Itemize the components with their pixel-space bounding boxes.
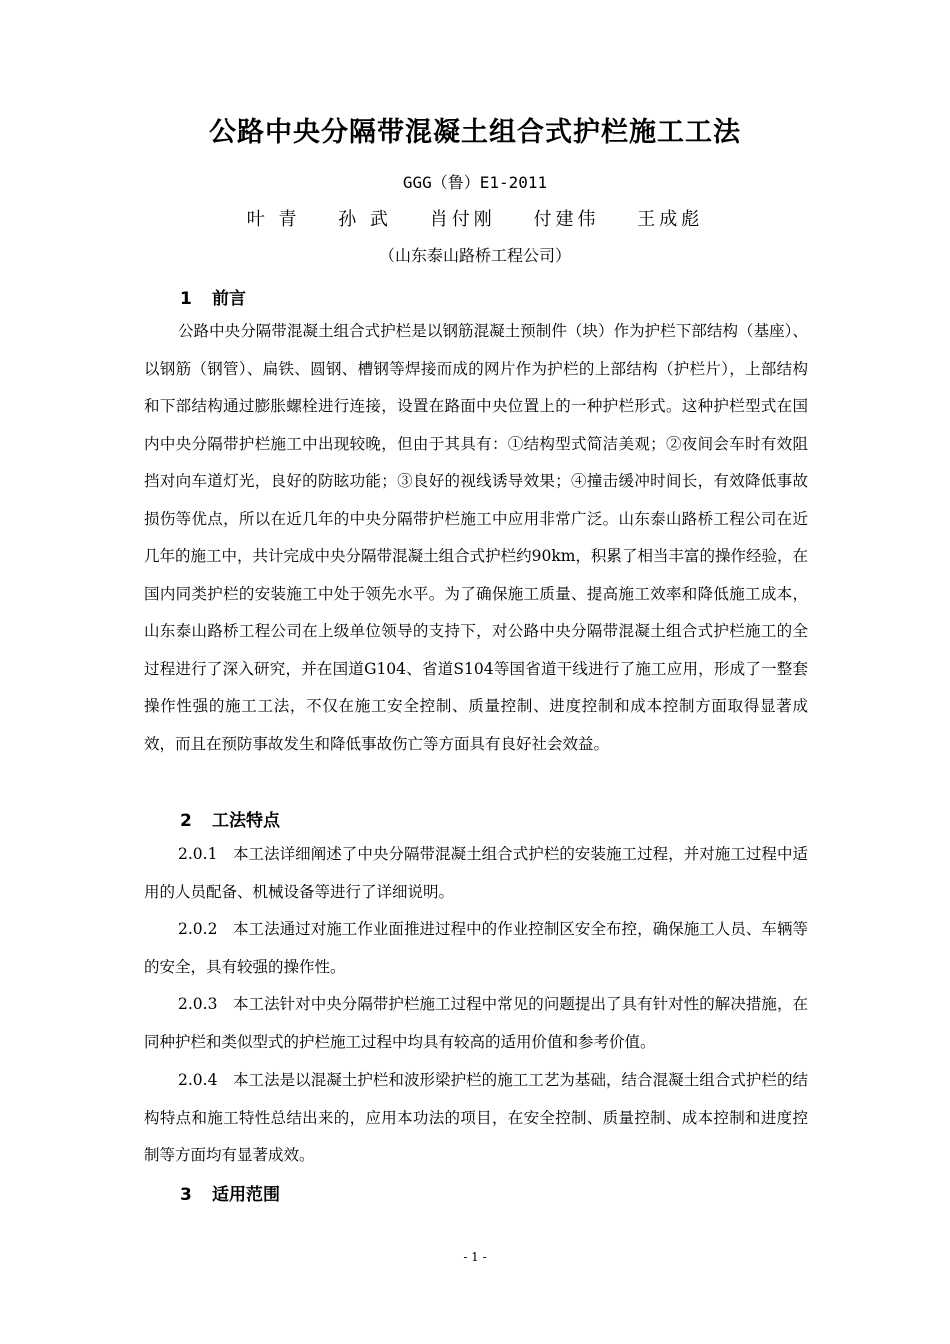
feature-paragraph: 2.0.2 本工法通过对施工作业面推进过程中的作业控制区安全布控，确保施工人员、车辆等的安全，具有较强的操作性。	[144, 920, 808, 976]
document-title: 公路中央分隔带混凝土组合式护栏施工工法	[209, 117, 741, 148]
section-heading-features	[180, 806, 280, 831]
section-number: 3	[180, 1185, 192, 1205]
author: 肖付刚	[429, 209, 496, 230]
section-title: 前言	[212, 289, 246, 309]
section-heading-preface	[180, 284, 246, 309]
section-title: 工法特点	[212, 811, 280, 831]
standard-code: GGG（鲁）E1-2011	[402, 173, 548, 192]
preface-paragraph: 公路中央分隔带混凝土组合式护栏是以钢筋混凝土预制件（块）作为护栏下部结构（基座）、以钢筋（钢管）、扁铁、圆钢、槽钢等焊接而成的网片作为护栏的上部结构（护栏片），上部结构和下部结构通过膨胀螺栓进行连接，设置在路面中央位置上的一种护栏形式。这种护栏型式在国内中央分隔带护栏施工中出现较晚，但由于其具有：①结构型式简洁美观；②夜间会车时有效阻挡对向车道灯光，良好的防眩功能；③良好的视线诱导效果；④撞击缓冲时间长，有效降低事故损伤等优点，所以在近几年的中央分隔带护栏施工中应用非常广泛。山东泰山路桥工程公司在近几年的施工中，共计完成中央分隔带混凝土组合式护栏约90km，积累了相当丰富的操作经验，在国内同类护栏的安装施工中处于领先水平。为了确保施工质量、提高施工效率和降低施工成本，山东泰山路桥工程公司在上级单位领导的支持下，对公路中央分隔带混凝土组合式护栏施工的全过程进行了深入研究，并在国道G104、省道S104等国省道干线进行了施工应用，形成了一整套操作性强的施工工法，不仅在施工安全控制、质量控制、进度控制和成本控制方面取得显著成效，而且在预防事故发生和降低事故伤亡等方面具有良好社会效益。	[144, 322, 808, 753]
feature-paragraph: 2.0.4 本工法是以混凝土护栏和波形梁护栏的施工工艺为基础，结合混凝土组合式护栏的结构特点和施工特性总结出来的，应用本功法的项目，在安全控制、质量控制、成本控制和进度控制等方面均有显著成效。	[144, 1071, 808, 1164]
affiliation: （山东泰山路桥工程公司）	[378, 246, 571, 265]
section-number: 1	[180, 289, 192, 309]
author: 付建伟	[533, 209, 600, 230]
section-heading-scope	[180, 1180, 280, 1205]
feature-paragraph: 2.0.3 本工法针对中央分隔带护栏施工过程中常见的问题提出了具有针对性的解决措施，在同种护栏和类似型式的护栏施工过程中均具有较高的适用价值和参考价值。	[144, 995, 808, 1051]
page-number: - 1 -	[463, 1250, 487, 1264]
author: 孙 武	[338, 209, 392, 230]
author-list	[0, 205, 950, 231]
author: 叶 青	[246, 209, 301, 230]
author: 王成彪	[637, 209, 704, 230]
section-title: 适用范围	[212, 1185, 280, 1205]
section-number: 2	[180, 811, 192, 831]
feature-paragraph: 2.0.1 本工法详细阐述了中央分隔带混凝土组合式护栏的安装施工过程，并对施工过程中适用的人员配备、机械设备等进行了详细说明。	[144, 845, 808, 901]
